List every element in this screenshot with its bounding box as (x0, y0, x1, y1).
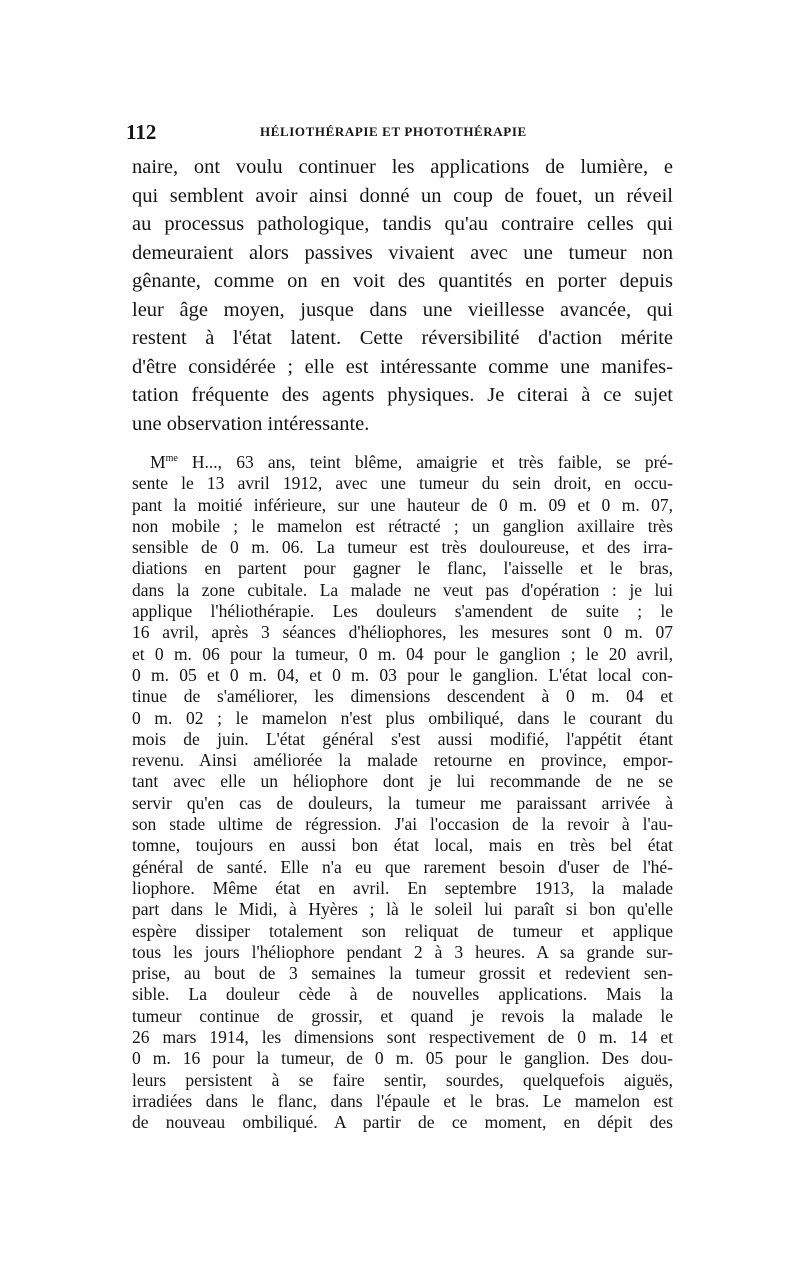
text-line: tomne, toujours en aussi bon état local, mais en très bel état (132, 835, 673, 856)
text-line: gênante, comme on en voit des quantités en porter depuis (132, 270, 673, 292)
text-line: part dans le Midi, à Hyères ; là le soleil lui paraît si bon qu'elle (132, 899, 673, 920)
text-line: et 0 m. 06 pour la tumeur, 0 m. 04 pour le ganglion ; le 20 avril, (132, 643, 673, 664)
text-line: liophore. Même état en avril. En septembre 1913, la malade (132, 877, 673, 898)
observation-paragraph (132, 452, 673, 1134)
text-line: mois de juin. L'état général s'est aussi modifié, l'appétit étant (132, 728, 673, 749)
text-line: d'être considérée ; elle est intéressante comme une manifes- (132, 355, 673, 378)
running-title: HÉLIOTHÉRAPIE ET PHOTOTHÉRAPIE (260, 124, 527, 139)
text-line: restent à l'état latent. Cette réversibilité d'action mérite (132, 327, 673, 349)
text-line: une observation intéressante. (132, 412, 370, 435)
text-line: 0 m. 16 pour la tumeur, de 0 m. 05 pour le ganglion. Des dou- (132, 1048, 673, 1069)
text-line: général de santé. Elle n'a eu que rarement besoin d'user de l'hé- (132, 856, 673, 877)
text-line: non mobile ; le mamelon est rétracté ; un ganglion axillaire très (132, 515, 673, 536)
body-paragraph (132, 153, 673, 438)
text-line: irradiées dans le flanc, dans l'épaule et le bras. Le mamelon est (132, 1090, 673, 1111)
text-line: diations en partent pour gagner le flanc, l'aisselle et le bras, (132, 558, 673, 579)
text-line: 26 mars 1914, les dimensions sont respectivement de 0 m. 14 et (132, 1027, 673, 1048)
text-line: tous les jours l'héliophore pendant 2 à 3 heures. A sa grande sur- (132, 941, 673, 962)
text-line: dans la zone cubitale. La malade ne veut pas d'opération : je lui (132, 579, 673, 600)
text-line: qui semblent avoir ainsi donné un coup de fouet, un réveil (132, 184, 673, 207)
text-line: 0 m. 05 et 0 m. 04, et 0 m. 03 pour le ganglion. L'état local con- (132, 664, 673, 685)
text-line: tinue de s'améliorer, les dimensions descendent à 0 m. 04 et (132, 686, 673, 707)
text-line: sente le 13 avril 1912, avec une tumeur du sein droit, en occu- (132, 473, 673, 494)
text-line: de nouveau ombiliqué. A partir de ce moment, en dépit des (132, 1112, 673, 1133)
text-line: servir qu'en cas de douleurs, la tumeur me paraissant arrivée à (132, 792, 673, 813)
text-line: applique l'héliothérapie. Les douleurs s'amendent de suite ; le (132, 601, 673, 622)
honorific: M (150, 452, 166, 472)
text-line: revenu. Ainsi améliorée la malade retourne en province, empor- (132, 750, 673, 771)
observation-first-line-text: H..., 63 ans, teint blême, amaigrie et très faible, se pré- (177, 452, 673, 472)
text-line: 16 avril, après 3 séances d'héliophores, les mesures sont 0 m. 07 (132, 622, 673, 643)
text-line: tant avec elle un héliophore dont je lui recommande de ne se (132, 771, 673, 792)
text-line: tumeur continue de grossir, et quand je revois la malade le (132, 1005, 673, 1026)
text-line: au processus pathologique, tandis qu'au contraire celles qui (132, 213, 673, 235)
text-line: leur âge moyen, jusque dans une vieillesse avancée, qui (132, 298, 673, 321)
page-header (126, 120, 666, 144)
text-line: demeuraient alors passives vivaient avec une tumeur non (132, 241, 673, 264)
text-line: sible. La douleur cède à de nouvelles applications. Mais la (132, 984, 673, 1005)
text-line: pant la moitié inférieure, sur une hauteur de 0 m. 09 et 0 m. 07, (132, 494, 673, 515)
text-line: prise, au bout de 3 semaines la tumeur grossit et redevient sen- (132, 963, 673, 984)
text-line: 0 m. 02 ; le mamelon n'est plus ombiliqué, dans le courant du (132, 707, 673, 728)
text-line: espère dissiper totalement son reliquat de tumeur et applique (132, 920, 673, 941)
text-line: sensible de 0 m. 06. La tumeur est très douloureuse, et des irra- (132, 537, 673, 558)
page-number: 112 (126, 120, 157, 144)
text-line: tation fréquente des agents physiques. Je citerai à ce sujet (132, 384, 673, 406)
observation-first-line (132, 452, 673, 473)
text-line: son stade ultime de régression. J'ai l'occasion de la revoir à l'au- (132, 814, 673, 835)
text-line: naire, ont voulu continuer les applications de lumière, e (132, 156, 673, 178)
text-line: leurs persistent à se faire sentir, sourdes, quelquefois aiguës, (132, 1069, 673, 1090)
honorific-superscript: me (165, 453, 178, 465)
